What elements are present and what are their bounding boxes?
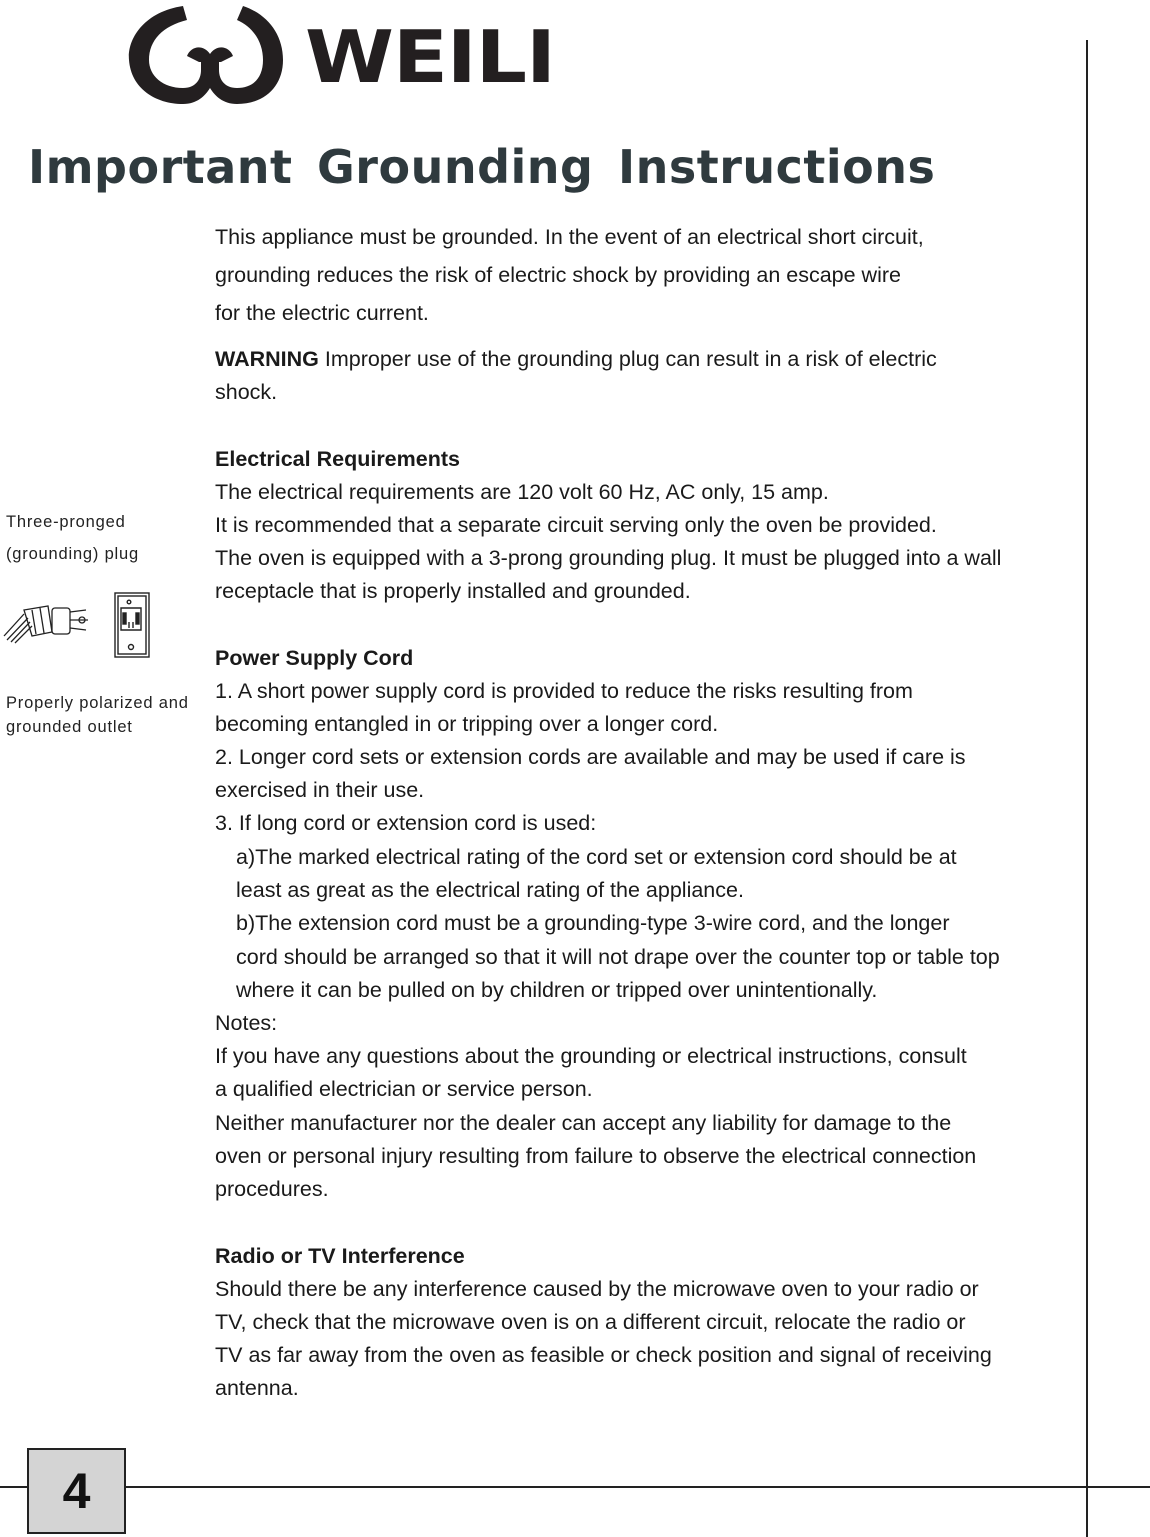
power-line-3: 2. Longer cord sets or extension cords are available and may be used if care is <box>215 745 966 769</box>
brand-name: WEILI <box>305 15 555 99</box>
plug-label-line-1: Three-pronged <box>6 513 126 531</box>
power-line-2: becoming entangled in or tripping over a longer cord. <box>215 712 719 736</box>
warning-text: Improper use of the grounding plug can result in a risk of electric <box>318 347 937 371</box>
warning-label: WARNING <box>215 347 319 371</box>
radio-line-2: TV, check that the microwave oven is on a different circuit, relocate the radio or <box>215 1310 966 1334</box>
intro-line-2: grounding reduces the risk of electric shock by providing an escape wire <box>215 263 901 287</box>
radio-heading: Radio or TV Interference <box>215 1244 465 1268</box>
outlet-label-line-2: grounded outlet <box>6 718 133 736</box>
notes-line-4: oven or personal injury resulting from failure to observe the electrical connection <box>215 1144 977 1168</box>
page-number: 4 <box>27 1448 126 1534</box>
electrical-line-3: The oven is equipped with a 3-prong grounding plug. It must be plugged into a wall <box>215 546 1002 570</box>
bottom-rule <box>0 1486 1150 1488</box>
power-line-9: cord should be arranged so that it will not drape over the counter top or table top <box>236 945 1000 969</box>
electrical-line-4: receptacle that is properly installed and grounded. <box>215 579 691 603</box>
notes-line-5: procedures. <box>215 1177 329 1201</box>
intro-line-3: for the electric current. <box>215 301 429 325</box>
warning-continuation: shock. <box>215 380 278 404</box>
radio-line-3: TV as far away from the oven as feasible or check position and signal of receiving <box>215 1343 992 1367</box>
three-prong-plug-icon <box>2 596 97 646</box>
power-line-8: b)The extension cord must be a grounding-type 3-wire cord, and the longer <box>236 911 950 935</box>
power-line-5: 3. If long cord or extension cord is used: <box>215 811 597 835</box>
power-line-4: exercised in their use. <box>215 778 425 802</box>
notes-line-2: a qualified electrician or service person. <box>215 1077 593 1101</box>
radio-line-1: Should there be any interference caused by the microwave oven to your radio or <box>215 1277 979 1301</box>
power-line-10: where it can be pulled on by children or tripped over unintentionally. <box>236 978 878 1002</box>
intro-line-1: This appliance must be grounded. In the event of an electrical short circuit, <box>215 225 924 249</box>
warning-paragraph <box>215 346 937 372</box>
notes-line-1: If you have any questions about the grounding or electrical instructions, consult <box>215 1044 967 1068</box>
power-line-1: 1. A short power supply cord is provided to reduce the risks resulting from <box>215 679 913 703</box>
plug-label-line-2: (grounding) plug <box>6 545 139 563</box>
notes-line-3: Neither manufacturer nor the dealer can accept any liability for damage to the <box>215 1111 952 1135</box>
notes-label: Notes: <box>215 1011 278 1035</box>
grounded-outlet-icon <box>114 592 150 658</box>
power-line-7: least as great as the electrical rating of the appliance. <box>236 878 744 902</box>
electrical-line-2: It is recommended that a separate circuit serving only the oven be provided. <box>215 513 937 537</box>
outlet-label-line-1: Properly polarized and <box>6 694 189 712</box>
electrical-heading: Electrical Requirements <box>215 447 460 471</box>
electrical-line-1: The electrical requirements are 120 volt 60 Hz, AC only, 15 amp. <box>215 480 829 504</box>
right-rule <box>1086 40 1088 1537</box>
power-line-6: a)The marked electrical rating of the cord set or extension cord should be at <box>236 845 957 869</box>
power-heading: Power Supply Cord <box>215 646 414 670</box>
radio-line-4: antenna. <box>215 1376 299 1400</box>
page-title: Important Grounding Instructions <box>28 140 936 194</box>
